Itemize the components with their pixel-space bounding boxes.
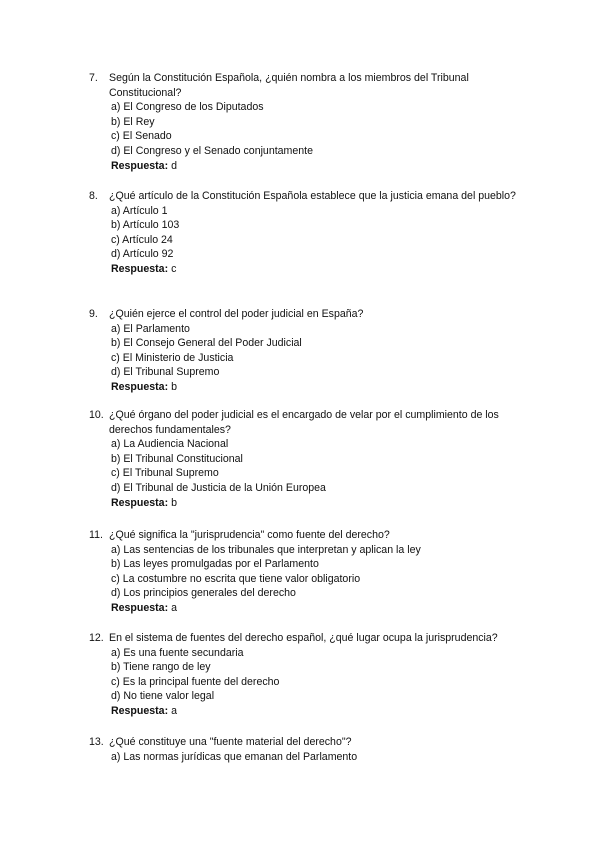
question-text: ¿Qué órgano del poder judicial es el encargado de velar por el cumplimiento de los derechos fundamentales? [109,409,499,436]
question-12 [89,631,529,719]
answer-line [89,159,529,174]
option-d: d) El Tribunal de Justicia de la Unión Europea [111,481,326,494]
answer-line [89,262,529,277]
answer-label: Respuesta: [111,380,169,393]
option-b: b) El Rey [111,115,155,128]
answer-line [89,704,529,719]
answer-value: a [171,601,177,614]
option-c: c) El Senado [111,130,172,143]
question-11 [89,528,529,616]
question-text: En el sistema de fuentes del derecho español, ¿qué lugar ocupa la jurisprudencia? [109,632,498,644]
question-text: ¿Quién ejerce el control del poder judicial en España? [109,308,364,320]
option-c: c) Es la principal fuente del derecho [111,675,280,688]
answer-value: c [171,262,177,275]
option-c: c) La costumbre no escrita que tiene valor obligatorio [111,572,361,585]
question-9 [89,307,529,395]
question-10 [89,408,529,510]
question-8 [89,189,529,277]
question-number: 7. [89,72,98,84]
option-a: a) Las normas jurídicas que emanan del Parlamento [111,750,358,763]
question-number: 11. [89,529,103,541]
answer-value: b [171,496,177,509]
question-line [89,307,529,322]
option-c: c) El Tribunal Supremo [111,467,219,480]
option-d: d) Los principios generales del derecho [111,587,296,600]
question-text: ¿Qué significa la "jurisprudencia" como fuente del derecho? [109,529,390,541]
question-number: 10. [89,409,104,421]
answer-label: Respuesta: [111,262,169,275]
option-d: d) El Congreso y el Senado conjuntamente [111,144,313,157]
option-d: d) No tiene valor legal [111,690,215,703]
option-a: a) El Congreso de los Diputados [111,101,264,114]
answer-label: Respuesta: [111,601,169,614]
question-line [89,189,529,204]
option-a: a) El Parlamento [111,322,190,335]
question-line [89,631,529,646]
question-number: 8. [89,190,98,202]
question-line [89,408,529,437]
option-b: b) El Consejo General del Poder Judicial [111,337,302,350]
answer-line [89,496,529,511]
question-text: ¿Qué constituye una "fuente material del derecho"? [109,736,352,748]
option-c: c) Artículo 24 [111,233,173,246]
question-line [89,735,529,750]
answer-label: Respuesta: [111,159,169,172]
option-a: a) Artículo 1 [111,204,168,217]
option-b: b) Las leyes promulgadas por el Parlamento [111,558,319,571]
question-number: 12. [89,632,104,644]
option-a: a) Las sentencias de los tribunales que interpretan y aplican la ley [111,543,421,556]
option-d: d) Artículo 92 [111,248,174,261]
answer-line [89,601,529,616]
answer-value: b [171,380,177,393]
option-c: c) El Ministerio de Justicia [111,351,234,364]
answer-label: Respuesta: [111,496,169,509]
option-a: a) La Audiencia Nacional [111,438,229,451]
question-7 [89,71,529,173]
question-line [89,71,529,100]
question-line [89,528,529,543]
answer-line [89,380,529,395]
question-text: ¿Qué artículo de la Constitución Española establece que la justicia emana del pueblo? [109,190,516,202]
question-number: 13. [89,736,104,748]
option-b: b) Artículo 103 [111,219,180,232]
answer-value: a [171,704,177,717]
option-d: d) El Tribunal Supremo [111,366,220,379]
option-a: a) Es una fuente secundaria [111,646,244,659]
answer-value: d [171,159,177,172]
answer-label: Respuesta: [111,704,169,717]
question-number: 9. [89,308,98,320]
question-13 [89,735,529,764]
option-b: b) El Tribunal Constitucional [111,452,243,465]
question-text: Según la Constitución Española, ¿quién nombra a los miembros del Tribunal Constitucional? [109,72,469,99]
option-b: b) Tiene rango de ley [111,661,211,674]
